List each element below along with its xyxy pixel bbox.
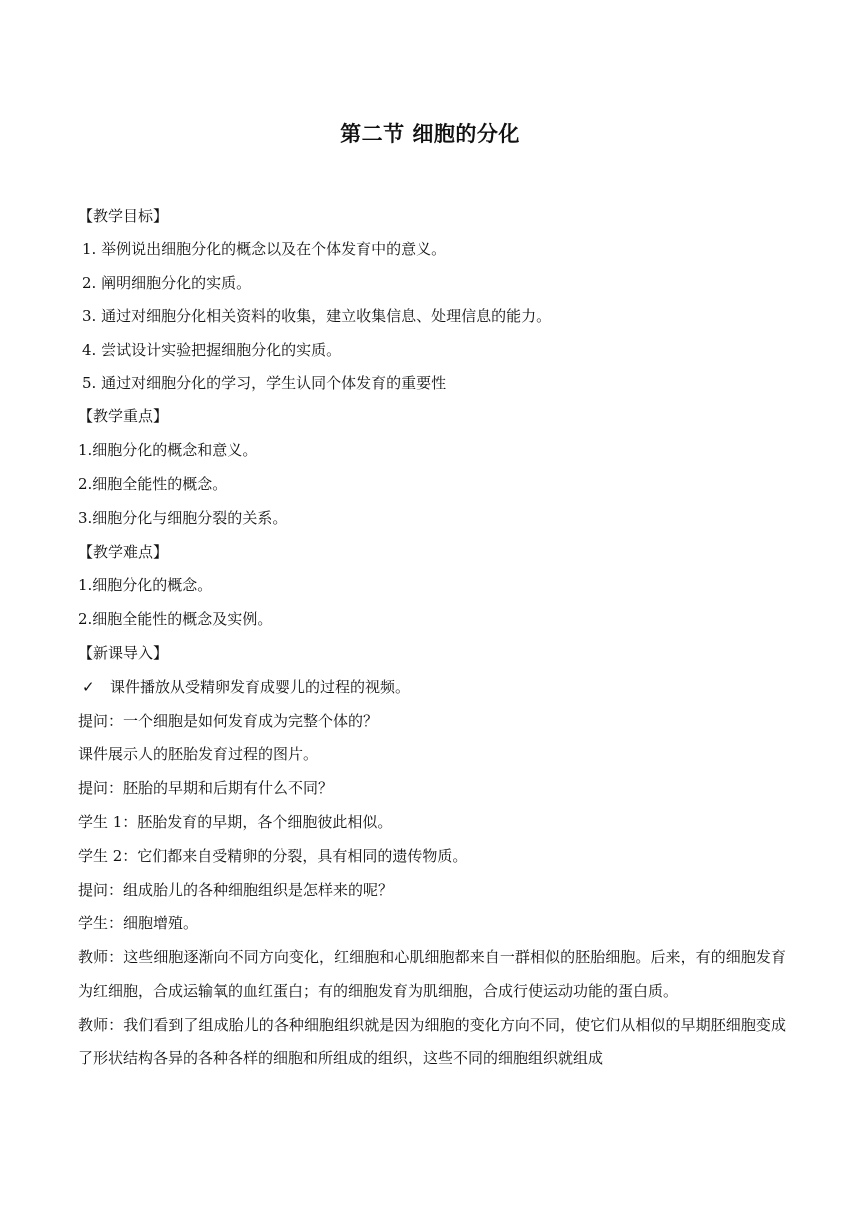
- dialogue-line: 学生：细胞增殖。: [78, 914, 199, 933]
- goal-item: 1. 举例说出细胞分化的概念以及在个体发育中的意义。: [82, 240, 447, 259]
- key-point-item: 1.细胞分化的概念和意义。: [78, 441, 258, 460]
- dialogue-line: 提问：一个细胞是如何发育成为完整个体的？: [78, 711, 379, 730]
- difficult-point-item: 2.细胞全能性的概念及实例。: [78, 610, 273, 629]
- section-heading-goals: 【教学目标】: [78, 207, 169, 225]
- check-icon: ✓: [82, 677, 95, 696]
- key-point-item: 2.细胞全能性的概念。: [78, 474, 228, 493]
- goal-item: 3. 通过对细胞分化相关资料的收集，建立收集信息、处理信息的能力。: [82, 307, 552, 326]
- teacher-paragraph-1: 教师：这些细胞逐渐向不同方向变化，红细胞和心肌细胞都来自一群相似的胚胎细胞。后来，有的细胞发育为红细胞，合成运输氧的血红蛋白；有的细胞发育为肌细胞，合成行使运动功能的蛋白质。: [78, 948, 786, 1000]
- dialogue-line: 课件展示人的胚胎发育过程的图片。: [78, 745, 319, 764]
- goal-item: 5. 通过对细胞分化的学习，学生认同个体发育的重要性: [82, 373, 447, 392]
- dialogue-line: 学生 1：胚胎发育的早期，各个细胞彼此相似。: [78, 812, 393, 831]
- section-heading-key-points: 【教学重点】: [78, 407, 169, 426]
- dialogue-line: 提问：胚胎的早期和后期有什么不同？: [78, 779, 334, 798]
- intro-check-item: [78, 671, 786, 705]
- page-title: 第二节 细胞的分化: [340, 121, 520, 146]
- teacher-paragraph-2: 教师：我们看到了组成胎儿的各种细胞组织就是因为细胞的变化方向不同，使它们从相似的早期胚细胞变成了形状结构各异的各种各样的细胞和所组成的组织，这些不同的细胞组织就组成: [78, 1015, 786, 1068]
- dialogue-line: 学生 2：它们都来自受精卵的分裂，具有相同的遗传物质。: [78, 846, 468, 865]
- section-heading-intro: 【新课导入】: [78, 643, 169, 662]
- difficult-point-item: 1.细胞分化的概念。: [78, 576, 213, 595]
- intro-check-text: 课件播放从受精卵发育成婴儿的过程的视频。: [110, 677, 411, 696]
- key-point-item: 3.细胞分化与细胞分裂的关系。: [78, 508, 288, 527]
- goal-item: 2. 阐明细胞分化的实质。: [82, 273, 252, 292]
- section-heading-difficult-points: 【教学难点】: [78, 542, 169, 561]
- dialogue-line: 提问：组成胎儿的各种细胞组织是怎样来的呢？: [78, 880, 394, 899]
- goal-item: 4. 尝试设计实验把握细胞分化的实质。: [82, 340, 342, 359]
- document-body: [78, 200, 786, 1076]
